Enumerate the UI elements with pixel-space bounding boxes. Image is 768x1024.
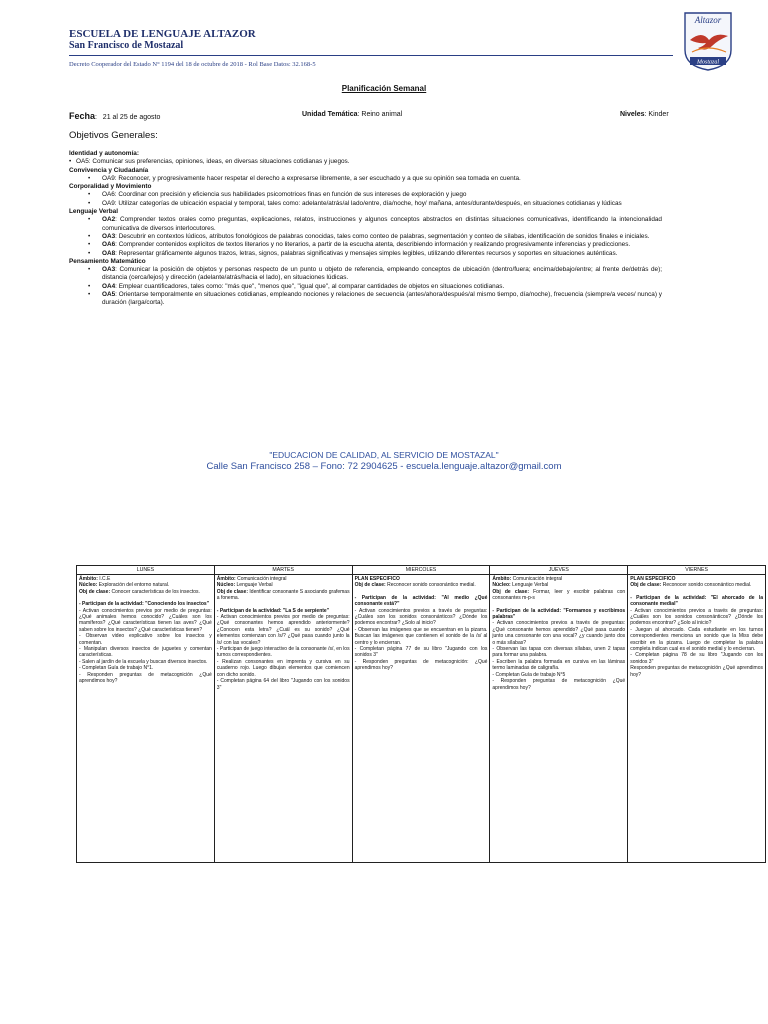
objective-items: [69, 175, 662, 183]
activity-label: Núcleo:: [492, 582, 511, 589]
activity-line: [79, 608, 212, 634]
objective-item: [69, 233, 662, 241]
activity-line: [630, 652, 763, 665]
objectives-list: [69, 150, 662, 308]
objective-item: [69, 200, 662, 208]
objectives-heading: Objetivos Generales:: [69, 130, 158, 141]
objective-item: [69, 191, 662, 199]
decreto-text: Decreto Cooperador del Estado N° 1194 del 18 de octubre de 2018 - Rol Base Datos: 32.168-5: [69, 61, 316, 68]
activity-text: Lenguaje Verbal: [235, 582, 273, 589]
activity-text: Comunicación integral: [235, 576, 287, 582]
activity-text: - Completan página 77 de su libro "Jugando con los sonidos 3": [354, 646, 488, 659]
activity-text: Formar, leer y escribir palabras con consonantes m-p-s: [492, 588, 626, 602]
activity-label: - Participan de la actividad: "Formamos y escribimos palabras": [492, 607, 626, 621]
activity-line: [492, 608, 625, 621]
activity-label: Obj de clase:: [79, 588, 111, 595]
activity-text: Lenguaje Verbal: [510, 582, 549, 589]
objective-text: OA6: Coordinar con precisión y eficiencia sus habilidades psicomotrices finas en función de sus intereses de exploración y juego: [102, 191, 467, 199]
school-motto: "EDUCACION DE CALIDAD, AL SERVICIO DE MOSTAZAL": [269, 450, 499, 460]
objective-items: [69, 266, 662, 307]
header-divider: [69, 55, 673, 56]
fecha-value: 21 al 25 de agosto: [102, 114, 161, 121]
activity-line: [79, 672, 212, 685]
activity-line: [355, 646, 488, 659]
activity-text: - Completan página 64 del libro "Jugando con los sonidos 3": [216, 678, 350, 691]
unidad-field: Unidad Temática: Reino animal: [302, 111, 403, 118]
activity-label: - Participan de la actividad: "El ahorcado de la consonante medial": [630, 594, 763, 608]
activity-text: - Observan las imágenes que se encuentran en la pizarra. Buscan las imágenes que contienen el sonido de la /s/ al centro y lo encierran.: [354, 626, 488, 646]
weekly-table-body: [77, 575, 765, 862]
objective-item: [69, 175, 662, 183]
activity-text: - Activan conocimientos previos a través de preguntas: ¿Qué consonante hemos aprendido? ¿Qué pasa cuando junto una consonante con una vocal? ¿y cuando junto dos o más sílabas?: [492, 620, 626, 646]
activity-label: Obj de clase:: [354, 582, 386, 589]
activity-text: Comunicación integral: [511, 576, 563, 582]
activity-text: - Activan conocimientos previos a través de preguntas: ¿Cuáles son los sonidos consonánticos? ¿Dónde los podemos encontrar? ¿Solo al inicio?: [630, 607, 763, 627]
objective-item: [69, 216, 662, 233]
activity-text: I.C.E: [97, 576, 111, 582]
activity-line: [492, 620, 625, 646]
activity-text: Reconocer sonido consonántico medial.: [661, 582, 752, 589]
activity-label: Obj de clase:: [216, 588, 248, 595]
activity-text: - Juegan al ahorcado. Cada estudiante en los turnos correspondientes menciona un sonido que la Miss debe escribir en la pizarra. Luego de completar la palabra completa indican cual es el sonido medial y lo encierran.: [630, 626, 763, 653]
activity-text: - Activan conocimientos previos por medio de preguntas: ¿Qué animales hemos conocido? ¿Cuáles son los mamíferos? ¿Qué características tienen las aves? ¿Qué saben sobre los insectos? ¿Qué características tienen?: [79, 607, 212, 633]
day-header: MARTES: [215, 566, 353, 574]
activity-label: Obj de clase:: [630, 582, 662, 589]
activity-line: [355, 595, 488, 608]
fecha-label: Fecha: [69, 111, 96, 121]
objective-item: [69, 291, 662, 308]
objective-text: OA5: Comunicar sus preferencias, opiniones, ideas, en diversas situaciones cotidianas y juegos.: [76, 158, 350, 166]
activity-line: [217, 659, 350, 678]
objective-text: : Emplear cuantificadores, tales como: "más que", "menos que", "igual que", al comparar cantidades de objetos en situaciones cotidianas.: [115, 282, 505, 290]
school-location: San Francisco de Mostazal: [69, 40, 184, 51]
activity-label: Ámbito:: [492, 576, 512, 582]
objective-category: Corporalidad y Movimiento: [69, 183, 152, 191]
activity-label: - Participan de la actividad: "Al medio ¿Qué consonante está?": [354, 594, 488, 608]
activity-line: [79, 589, 212, 595]
activity-line: [355, 659, 488, 672]
day-header: MIERCOLES: [353, 566, 491, 574]
niveles-field: Niveles: Kinder: [620, 111, 669, 118]
weekly-table-header: [77, 566, 765, 575]
objective-text: : Descubrir en contextos lúdicos, atributos fonológicos de palabras conocidas, tales como conteo de palabras, segmentación y conteo de sílabas, identificación de sonidos finales e iniciales.: [115, 232, 650, 240]
activity-label: Ámbito:: [79, 576, 98, 582]
activity-line: [355, 608, 488, 627]
niveles-label: Niveles: [620, 111, 645, 118]
objective-items: [69, 158, 662, 166]
activity-text: - Activan conocimientos previos por medio de preguntas: ¿Qué consonantes hemos aprendido anteriormente? ¿Conocen esta letra? ¿Cuál es su sonido? ¿Qué elementos comienzan con /s/? ¿Qué pasa cuando junto la /s/ con las vocales?: [216, 614, 350, 646]
objective-text: : Orientarse temporalmente en situaciones cotidianas, empleando nociones y relaciones de secuencia (antes/ahora/después/al mismo tiempo, día/noche), frecuencia (siempre/a veces/ nunca) y duración (larga/corta).: [102, 291, 662, 307]
activity-line: [79, 633, 212, 646]
activity-line: [630, 582, 763, 588]
niveles-value: Kinder: [648, 111, 669, 118]
activity-text: - Escriben la palabra formada en cursiva en las láminas termo laminadas de caligrafía.: [492, 658, 626, 672]
activity-line: [630, 665, 763, 678]
activity-text: - Observan las tapas con diversas sílabas, unen 2 tapas para formar una palabra.: [492, 646, 626, 659]
activity-line: [217, 646, 350, 659]
day-column: [215, 575, 353, 862]
objective-text: : Comunicar la posición de objetos y personas respecto de un punto u objeto de referencia, empleando conceptos de ubicación (dentro/fuera; encima/debajo/entre; al frente de/detrás de); distancia (cerca/lejos) y dirección (adelante/atrás/hacia el lado), en situaciones lúdicas.: [102, 266, 662, 282]
activity-line: [630, 595, 763, 608]
activity-line: [492, 646, 625, 659]
activity-text: - Realizan consonantes en imprenta y cursiva en su cuaderno rojo. Luego dibujan elementos que comiencen con dicho sonido.: [216, 658, 350, 678]
activity-text: - Salen al jardín de la escuela y buscan diversos insectos.: [79, 658, 208, 665]
activity-text: - Completan Guía de trabajo N°5: [492, 671, 566, 678]
objective-code: OA4: [102, 282, 116, 290]
activity-label: PLAN ESPECIFICO: [354, 576, 400, 582]
activity-line: [217, 614, 350, 646]
objective-code: OA2: [102, 216, 116, 224]
objective-item: [69, 283, 662, 291]
activity-line: [355, 582, 488, 588]
weekly-table: [76, 565, 766, 863]
objective-code: OA5: [102, 291, 116, 299]
unidad-label: Unidad Temática: [302, 111, 358, 118]
activity-line: [492, 659, 625, 672]
objective-category: Lenguaje Verbal: [69, 208, 119, 216]
objective-category: Pensamiento Matemático: [69, 257, 146, 265]
activity-text: - Completan página 78 de su libro "Jugando con los sonidos 3": [630, 652, 763, 665]
activity-text: - Manipulan diversos insectos de juguetes y comentan características.: [79, 646, 212, 659]
activity-line: [217, 678, 350, 691]
activity-text: - Activan conocimientos previos a través de preguntas: ¿Cuáles son los sonidos consonánticos? ¿Dónde los podemos encontrar? ¿Solo al inicio?: [354, 607, 488, 627]
activity-label: Núcleo:: [79, 582, 98, 589]
objective-item: [69, 158, 662, 166]
activity-text: Conocer características de los insectos.: [110, 588, 200, 595]
day-column: [353, 575, 491, 862]
objective-category: Convivencia y Ciudadanía: [69, 166, 149, 174]
school-name: ESCUELA DE LENGUAJE ALTAZOR: [69, 28, 256, 40]
school-contact: Calle San Francisco 258 – Fono: 72 2904625 - escuela.lenguaje.altazor@gmail.com: [206, 461, 562, 472]
objective-text: : Comprender textos orales como preguntas, explicaciones, relatos, instrucciones y algunos conceptos abstractos en distintas situaciones comunicativas, identificando la intencionalidad comunicativa de diversos interlocutores.: [102, 216, 662, 232]
activity-text: - Completan Guía de trabajo N°1.: [79, 665, 154, 672]
logo-subtitle: Mostazal: [696, 59, 720, 66]
day-header: LUNES: [77, 566, 215, 574]
activity-label: - Participan de la actividad: "Conociendo los insectos": [79, 601, 210, 608]
activity-text: Exploración del entorno natural.: [97, 582, 170, 589]
logo-title: Altazor: [694, 15, 722, 25]
activity-label: Núcleo:: [216, 582, 236, 589]
activity-line: [492, 678, 625, 691]
activity-label: Obj de clase:: [492, 588, 529, 595]
activity-text: - Responden preguntas de metacognición ¿Qué aprendimos hoy?: [492, 678, 626, 691]
objective-text: : Comprender contenidos explícitos de textos literarios y no literarios, a partir de la escucha atenta, describiendo información y realizando progresivamente inferencias y predicciones.: [115, 241, 631, 249]
day-column: [490, 575, 628, 862]
day-column: [77, 575, 215, 862]
activity-text: Responden preguntas de metacognición ¿Qué aprendimos hoy?: [630, 665, 763, 678]
day-header: VIERNES: [685, 567, 708, 573]
activity-text: - Responden preguntas de metacognición: ¿Qué aprendimos hoy?: [354, 658, 488, 672]
activity-line: [217, 589, 350, 602]
objective-item: [69, 241, 662, 249]
activity-label: - Participan de la actividad: "La S de serpiente": [216, 607, 330, 614]
activity-line: [630, 627, 763, 653]
activity-text: Identificar consonante S asociando grafemas a fonema.: [216, 588, 350, 602]
day-header: JUEVES: [490, 566, 628, 574]
objective-items: [69, 216, 662, 257]
objective-item: [69, 266, 662, 283]
objective-text: OA9: Reconocer, y progresivamente hacer respetar el derecho a expresarse libremente, a ser escuchado y a que su opinión sea tomada en cuenta.: [102, 174, 521, 182]
activity-label: PLAN ESPECIFICO: [630, 576, 676, 582]
fecha-field: Fecha: 21 al 25 de agosto: [69, 111, 161, 121]
unidad-value: Reino animal: [361, 111, 403, 118]
objective-text: OA9: Utilizar categorías de ubicación espacial y temporal, tales como: adelante/atrás/al lado/entre, día/noche, hoy/ mañana, antes/durante/después, en situaciones cotidianas y lúdicas: [102, 199, 622, 207]
objective-code: OA8: [102, 249, 116, 257]
activity-text: - Participan de juego interactivo de la consonante /s/, en los turnos correspondientes.: [216, 646, 350, 659]
objective-code: OA3: [102, 266, 116, 274]
school-logo: [682, 10, 734, 72]
activity-line: [630, 608, 763, 627]
objective-category: Identidad y autonomía:: [69, 150, 139, 157]
activity-line: [492, 589, 625, 602]
objective-code: OA6: [102, 241, 116, 249]
activity-label: Ámbito:: [216, 576, 236, 582]
activity-text: - Observan video explicativo sobre los insectos y comentan.: [79, 633, 212, 646]
activity-text: Reconocer sonido consonántico medial.: [385, 582, 476, 589]
day-column: [628, 575, 765, 862]
objective-text: : Representar gráficamente algunos trazos, letras, signos, palabras significativas y mensajes simples legibles, utilizando diferentes recursos y soportes en situaciones auténticas.: [115, 249, 618, 257]
page-title: Planificación Semanal: [341, 84, 427, 93]
activity-line: [79, 646, 212, 659]
objective-items: [69, 191, 662, 208]
objective-code: OA3: [102, 232, 116, 240]
activity-text: - Responden preguntas de metacognición ¿Qué aprendimos hoy?: [79, 671, 212, 685]
objective-item: [69, 250, 662, 258]
activity-line: [355, 627, 488, 646]
